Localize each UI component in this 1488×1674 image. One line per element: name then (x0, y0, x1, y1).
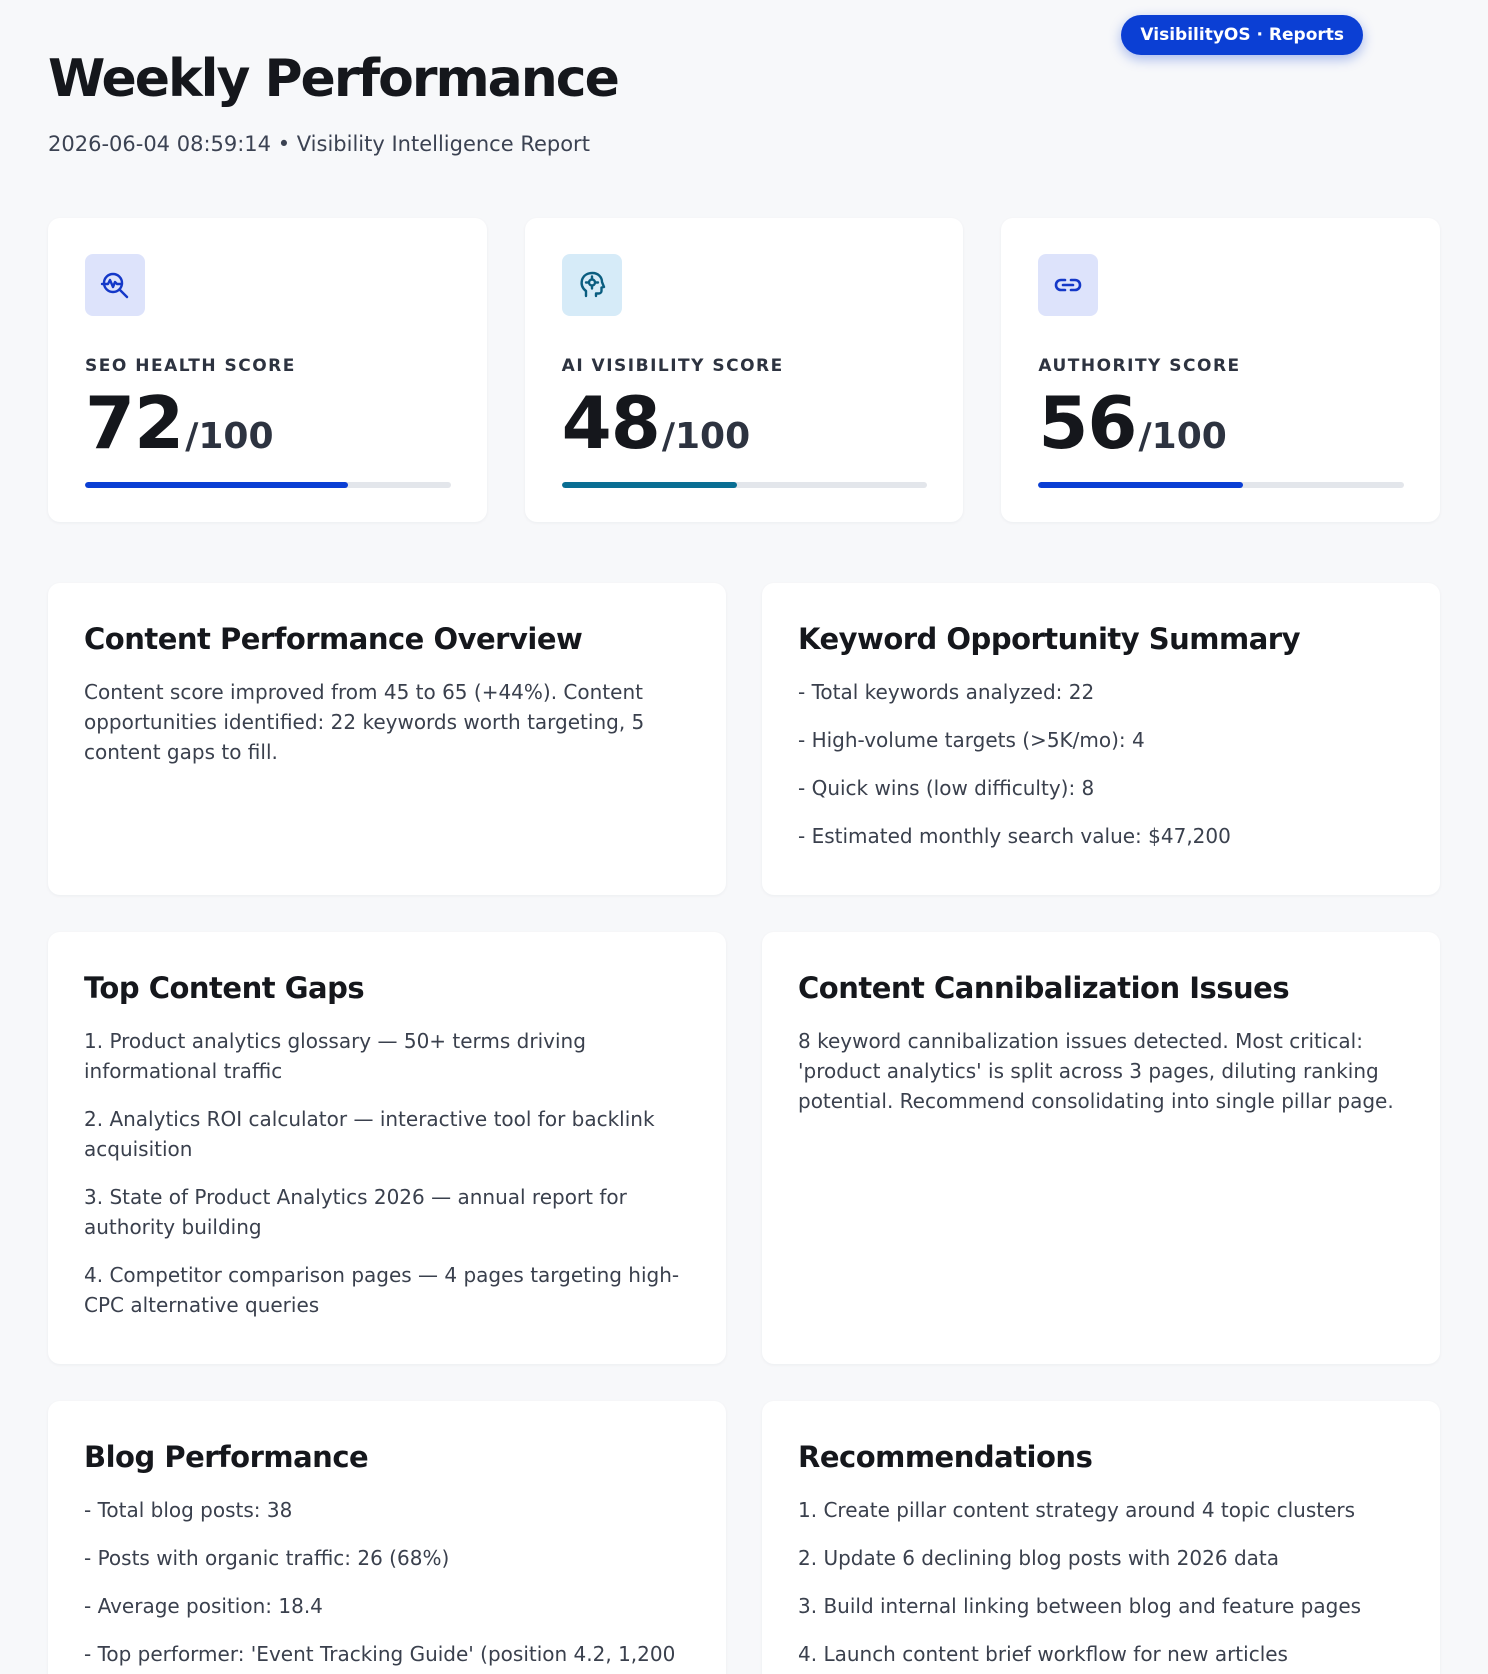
panel-list (798, 1495, 1404, 1669)
panel-list (84, 1026, 690, 1320)
score-row (85, 382, 451, 464)
score-label: AUTHORITY SCORE (1038, 356, 1241, 376)
score-max: /100 (185, 416, 274, 457)
score-progress-bar (1038, 482, 1404, 488)
list-item: 4. Launch content brief workflow for new articles (798, 1642, 1288, 1666)
cannibalization-panel (762, 932, 1440, 1364)
panel-title: Content Performance Overview (84, 622, 583, 656)
page-title: Weekly Performance (48, 49, 618, 109)
score-progress-fill (85, 482, 348, 488)
ai-head-icon (562, 254, 622, 316)
score-value: 72 (85, 381, 184, 465)
list-item: - Average position: 18.4 (84, 1594, 323, 1618)
list-item: - High-volume targets (>5K/mo): 4 (798, 728, 1145, 752)
content-gaps-panel (48, 932, 726, 1364)
panel-list (798, 677, 1404, 851)
list-item: - Estimated monthly search value: $47,200 (798, 824, 1231, 848)
content-overview-panel (48, 583, 726, 895)
score-cards (48, 218, 1440, 522)
score-progress-bar (85, 482, 451, 488)
score-value: 48 (561, 381, 660, 465)
seo-monitor-icon (85, 254, 145, 316)
list-item: - Quick wins (low difficulty): 8 (798, 776, 1095, 800)
authority-card (1001, 218, 1440, 522)
list-item: 2. Update 6 declining blog posts with 2026 data (798, 1546, 1279, 1570)
score-max: /100 (661, 416, 751, 457)
ai-visibility-card (525, 218, 964, 522)
list-item: 2. Analytics ROI calculator — interactive tool for backlink acquisition (84, 1107, 655, 1161)
reports-badge[interactable]: VisibilityOS · Reports (1121, 15, 1363, 55)
list-item: - Total blog posts: 38 (84, 1498, 293, 1522)
panel-list (84, 1495, 690, 1669)
report-subtitle: 2026-06-04 08:59:14 • Visibility Intelligence Report (48, 132, 590, 156)
score-label: AI VISIBILITY SCORE (561, 356, 784, 376)
score-row (562, 382, 928, 464)
list-item: 3. Build internal linking between blog and feature pages (798, 1594, 1362, 1618)
link-icon (1038, 254, 1098, 316)
list-item: - Top performer: 'Event Tracking Guide' (position 4.2, 1,200 (84, 1642, 676, 1666)
list-item: - Total keywords analyzed: 22 (798, 680, 1095, 704)
panel-title: Keyword Opportunity Summary (798, 622, 1301, 656)
list-item: - Posts with organic traffic: 26 (68%) (84, 1546, 450, 1570)
panel-title: Recommendations (798, 1440, 1093, 1474)
keyword-summary-panel (762, 583, 1440, 895)
page-header (48, 44, 618, 156)
blog-performance-panel (48, 1401, 726, 1674)
panel-body: Content score improved from 45 to 65 (+44%). Content opportunities identified: 22 keywords worth targeting, 5 content gaps to fill. (84, 680, 645, 764)
list-item: 3. State of Product Analytics 2026 — annual report for authority building (84, 1185, 627, 1239)
panel-body: 8 keyword cannibalization issues detected. Most critical: 'product analytics' is split across 3 pages, diluting ranking potential. Recommend consolidating into single pillar page. (798, 1029, 1394, 1113)
score-progress-bar (562, 482, 928, 488)
list-item: 1. Create pillar content strategy around 4 topic clusters (798, 1498, 1356, 1522)
panel-title: Content Cannibalization Issues (798, 971, 1290, 1005)
recommendations-panel (762, 1401, 1440, 1674)
report-panels (48, 583, 1440, 1674)
panel-title: Blog Performance (84, 1440, 369, 1474)
panel-title: Top Content Gaps (84, 971, 365, 1005)
score-progress-fill (562, 482, 738, 488)
score-max: /100 (1138, 416, 1227, 457)
score-progress-fill (1038, 482, 1243, 488)
score-label: SEO HEALTH SCORE (85, 356, 296, 376)
score-value: 56 (1038, 381, 1137, 465)
score-row (1038, 382, 1404, 464)
list-item: 1. Product analytics glossary — 50+ terms driving informational traffic (84, 1029, 586, 1083)
list-item: 4. Competitor comparison pages — 4 pages targeting high-CPC alternative queries (84, 1263, 680, 1317)
seo-health-card (48, 218, 487, 522)
